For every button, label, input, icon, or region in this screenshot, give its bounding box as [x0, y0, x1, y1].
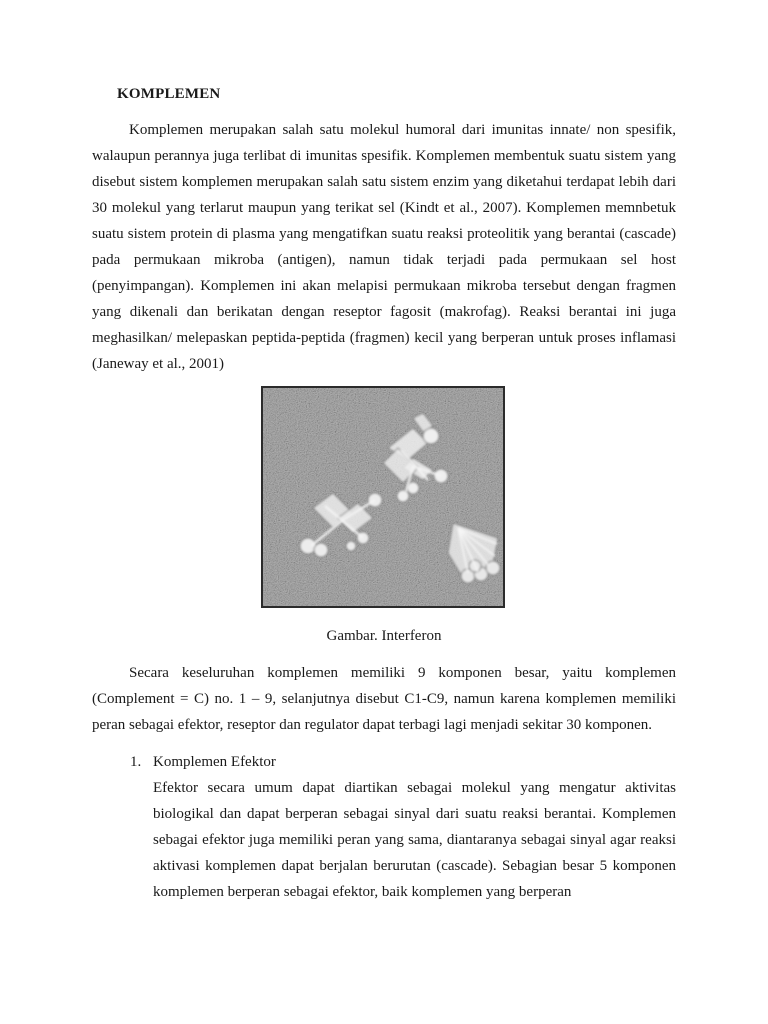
list-item-title: Komplemen Efektor [153, 754, 276, 770]
list-item-body: Efektor secara umum dapat diartikan sebagai molekul yang mengatur aktivitas biologikal dan dapat berperan sebagai sinyal dari suatu reaksi berantai. Komplemen sebagai efektor juga memiliki peran yang sama, diantaranya sebagai sinyal agar reaksi aktivasi komplemen dapat berjalan berurutan (cascade). Sebagian besar 5 komponen komplemen berperan sebagai efektor, baik komplemen yang berperan [153, 780, 676, 900]
list-item-number: 1. [130, 754, 142, 770]
intro-paragraph: Komplemen merupakan salah satu molekul humoral dari imunitas innate/ non spesifik, walaupun perannya juga terlibat di imunitas spesifik. Komplemen membentuk suatu sistem yang disebut sistem komplemen merupakan salah satu sistem enzim yang diketahui terdapat lebih dari 30 molekul yang terlarut maupun yang terikat sel (Kindt et al., 2007). Komplemen memnbetuk suatu sistem protein di plasma yang mengatifkan suatu reaksi proteolitik yang berantai (cascade) pada permukaan mikroba (antigen), namun tidak terjadi pada permukaan sel host (penyimpangan). Komplemen ini akan melapisi permukaan mikroba tersebut dengan fragmen yang dikenali dan berikatan dengan reseptor fagosit (makrofag). Reaksi berantai ini juga meghasilkan/ melepaskan peptida-peptida (fragmen) kecil yang berperan untuk proses inflamasi (Janeway et al., 2001) [92, 122, 676, 372]
components-list [92, 749, 676, 905]
components-paragraph: Secara keseluruhan komplemen memiliki 9 komponen besar, yaitu komplemen (Complement = C) no. 1 – 9, selanjutnya disebut C1-C9, namun karena komplemen memiliki peran sebagai efektor, reseptor dan regulator dapat terbagi lagi menjadi sekitar 30 komponen. [92, 665, 676, 733]
list-item [92, 749, 676, 905]
micrograph-image [263, 388, 503, 606]
interferon-micrograph [261, 386, 505, 608]
section-heading: KOMPLEMEN [117, 86, 221, 102]
figure-caption: Gambar. Interferon [326, 628, 442, 644]
